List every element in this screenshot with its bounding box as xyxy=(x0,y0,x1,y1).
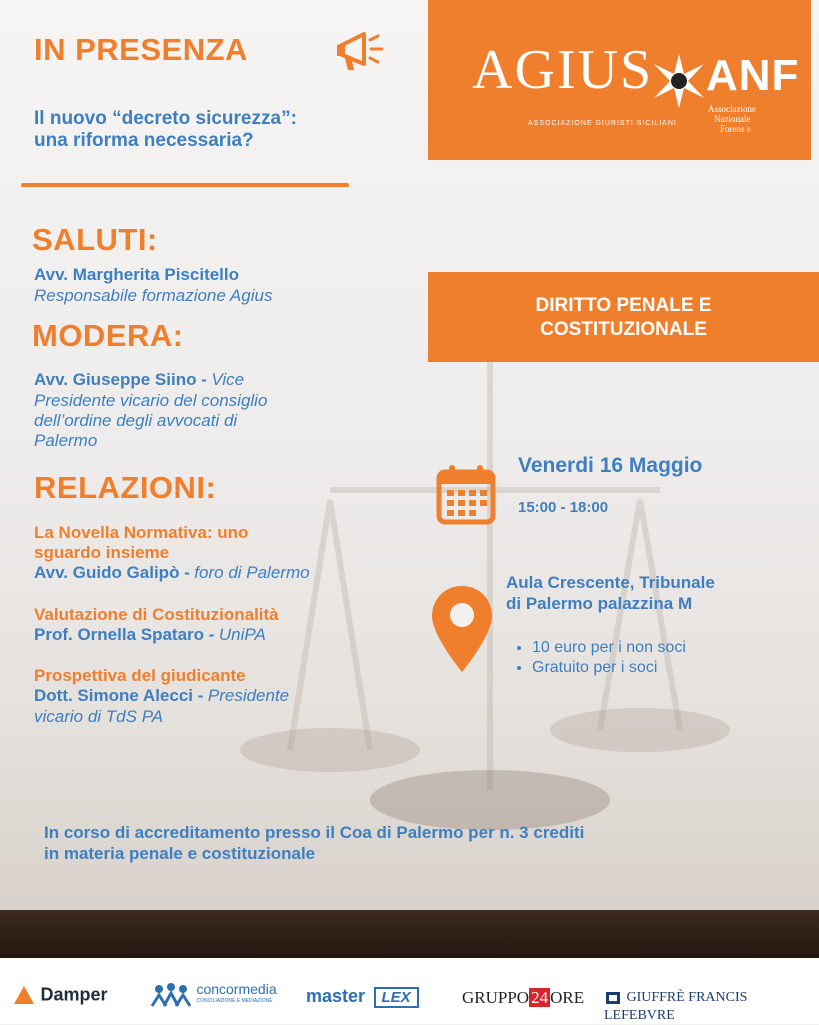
event-subtitle xyxy=(34,108,297,152)
anf-logo: ANF xyxy=(706,51,800,100)
concormedia-name: concormedia xyxy=(196,981,277,997)
modera-name: Avv. Giuseppe Siino - xyxy=(34,370,207,389)
gruppo-ore: ORE xyxy=(550,988,585,1007)
anf-caption-3: Forens e xyxy=(720,124,751,134)
talk-3-title: Prospettiva del giudicante xyxy=(34,666,246,685)
talk-3 xyxy=(34,666,289,727)
master-box: LEX xyxy=(374,987,419,1008)
sponsor-giuffre xyxy=(604,989,819,1025)
saluti-name: Avv. Margherita Piscitello xyxy=(34,265,240,284)
talk-1 xyxy=(34,523,310,584)
fee-item: • Gratuito per i soci xyxy=(532,658,686,678)
anf-caption xyxy=(708,104,756,134)
location-pin-icon xyxy=(430,584,494,674)
agius-caption: ASSOCIAZIONE GIURISTI SICILIANI xyxy=(528,120,677,127)
place-line-2: di Palermo palazzina M xyxy=(506,594,693,613)
gruppo-name: GRUPPO xyxy=(462,988,530,1007)
talk-2-title: Valutazione di Costituzionalità xyxy=(34,605,279,624)
talk-3-speaker: Dott. Simone Alecci - xyxy=(34,686,204,705)
gruppo-num: 24 xyxy=(531,988,549,1007)
concormedia-logo-icon xyxy=(150,982,192,1008)
event-time: 15:00 - 18:00 xyxy=(518,499,609,516)
saluti-role: Responsabile formazione Agius xyxy=(34,286,273,305)
talk-3-affiliation: Presidente xyxy=(207,686,290,705)
talk-1-speaker: Avv. Guido Galipò - xyxy=(34,563,190,582)
talk-2 xyxy=(34,605,279,646)
talk-1-affiliation: foro di Palermo xyxy=(194,563,310,582)
topic-text xyxy=(428,272,819,342)
saluti-heading: SALUTI: xyxy=(32,222,158,257)
sponsor-masterlex xyxy=(306,986,419,1008)
sponsor-gruppo24ore xyxy=(462,988,584,1008)
megaphone-icon xyxy=(334,28,386,74)
accreditation-line-1: In corso di accreditamento presso il Coa di Palermo per n. 3 crediti xyxy=(44,823,585,842)
talk-2-speaker: Prof. Ornella Spataro - xyxy=(34,625,215,644)
fees-list xyxy=(512,638,686,678)
modera-role-3: dell’ordine degli avvocati di xyxy=(34,411,238,430)
anf-caption-2: Nazionale xyxy=(714,114,751,124)
topic-box xyxy=(428,272,819,362)
sponsor-damper xyxy=(12,984,107,1006)
damper-name: Damper xyxy=(40,984,108,1005)
sponsor-concormedia xyxy=(150,982,277,1008)
talk-1-title-2: sguardo insieme xyxy=(34,543,170,562)
talk-1-title-1: La Novella Normativa: uno xyxy=(34,523,249,542)
divider xyxy=(21,183,349,187)
subtitle-line-1: Il nuovo “decreto sicurezza”: xyxy=(34,108,297,129)
agius-logo: AGIUS xyxy=(472,39,654,101)
accreditation-line-2: in materia penale e costituzionale xyxy=(44,844,316,863)
modera-role-2: Presidente vicario del consiglio xyxy=(34,391,268,410)
logo-panel xyxy=(428,0,811,160)
master-name: master xyxy=(306,986,366,1006)
giuffre-logo-icon xyxy=(604,990,622,1006)
place-line-1: Aula Crescente, Tribunale xyxy=(506,573,715,592)
talk-3-affiliation-2: vicario di TdS PA xyxy=(34,707,164,726)
anf-caption-1: Associazione xyxy=(708,104,756,114)
page-title: IN PRESENZA xyxy=(34,32,248,67)
modera-role-1: Vice xyxy=(211,370,245,389)
giuffre-name: GIUFFRÈ FRANCIS LEFEBVRE xyxy=(604,989,748,1023)
event-place xyxy=(506,572,715,614)
fee-item: • 10 euro per i non soci xyxy=(532,638,686,658)
talk-2-affiliation: UniPA xyxy=(218,625,266,644)
topic-line-1: DIRITTO PENALE E xyxy=(535,295,712,316)
accreditation-note xyxy=(44,822,584,864)
star-icon xyxy=(650,52,708,110)
calendar-icon xyxy=(436,462,496,526)
subtitle-line-2: una riforma necessaria? xyxy=(34,130,254,151)
event-date: Venerdi 16 Maggio xyxy=(518,454,703,477)
concormedia-sub: CONCILIAZIONE E MEDIAZIONE xyxy=(196,998,273,1004)
modera-heading: MODERA: xyxy=(32,318,184,353)
modera-block xyxy=(34,370,267,451)
modera-role-4: Palermo xyxy=(34,431,98,450)
damper-logo-icon xyxy=(12,984,36,1006)
topic-line-2: COSTITUZIONALE xyxy=(540,319,707,340)
relazioni-heading: RELAZIONI: xyxy=(34,470,217,505)
